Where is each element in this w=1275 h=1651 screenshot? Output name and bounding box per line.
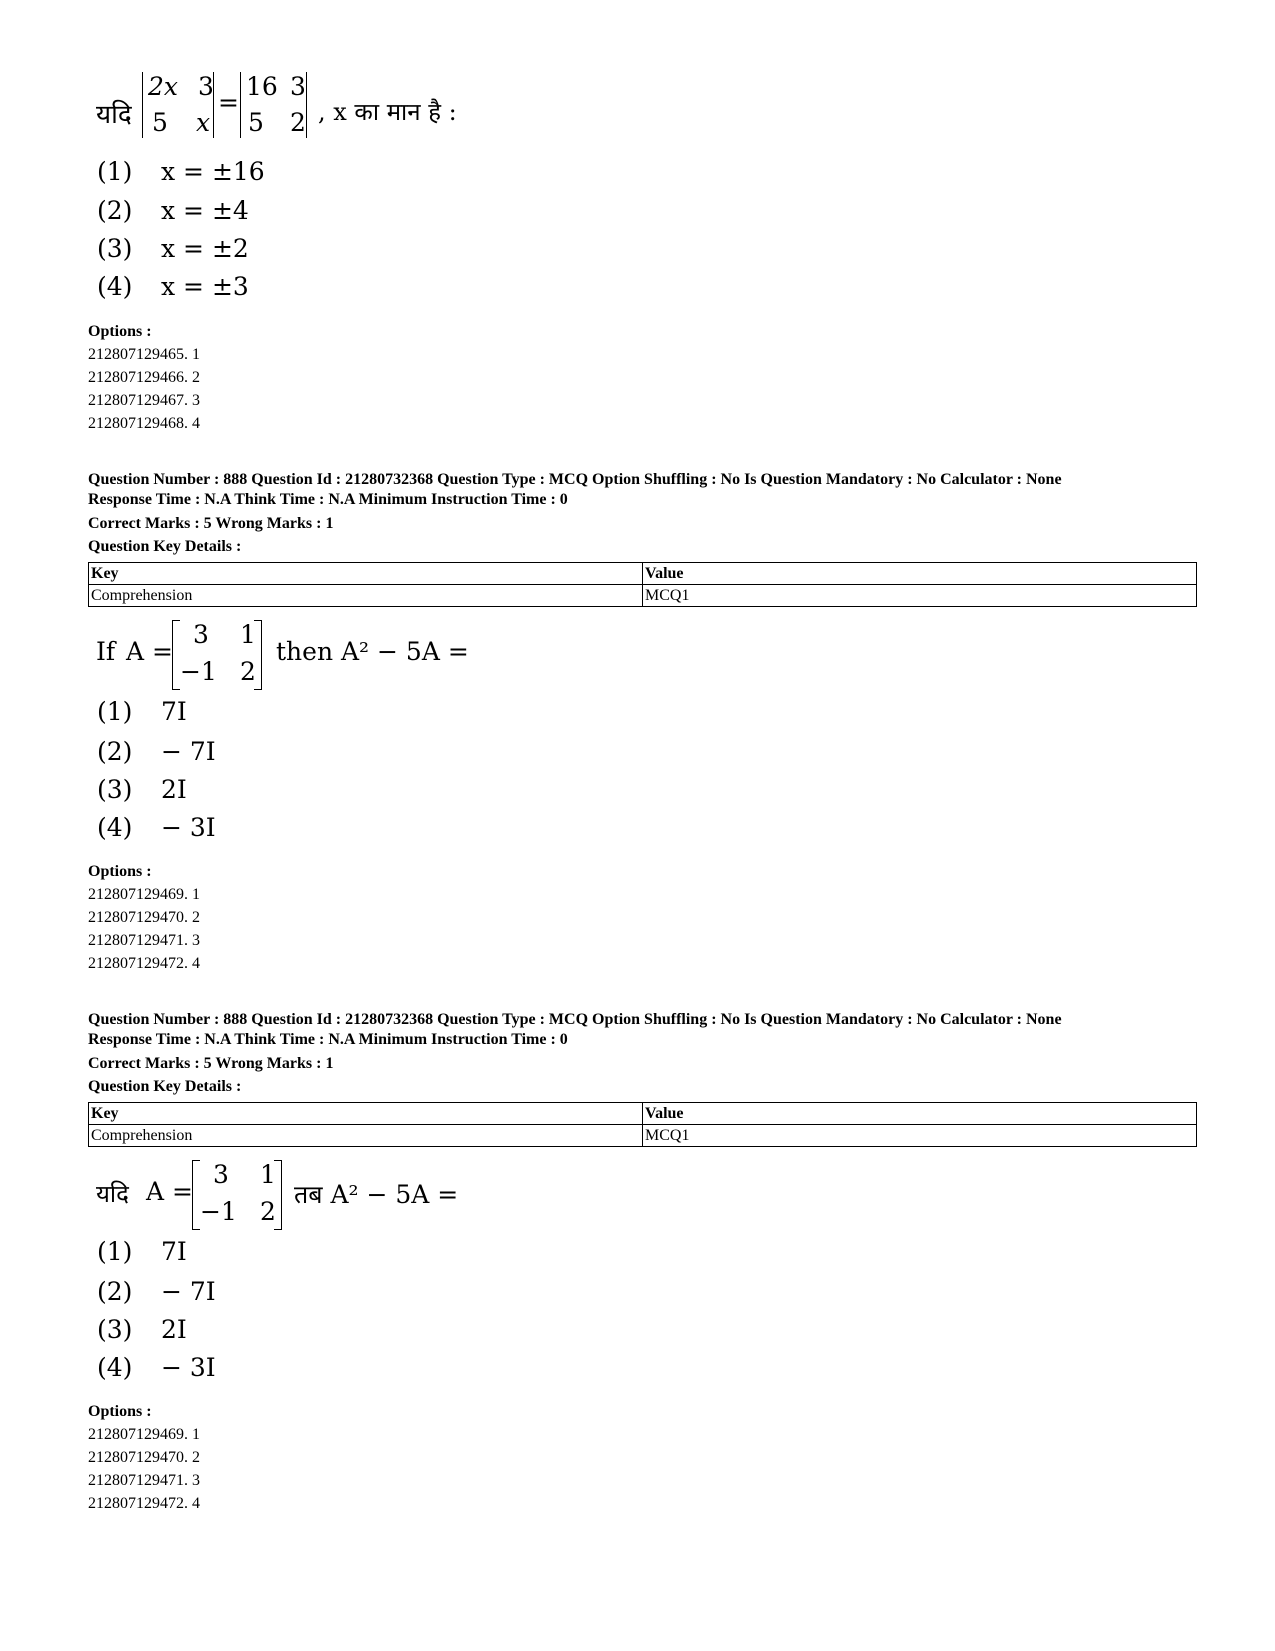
marks-line: Correct Marks : 5 Wrong Marks : 1 bbox=[88, 515, 334, 532]
value-cell: MCQ1 bbox=[643, 585, 1197, 607]
q1-det-right-bar-l bbox=[240, 72, 241, 138]
q3-matrix-a: 3 bbox=[213, 1160, 229, 1189]
choice-number: (1) bbox=[97, 157, 133, 186]
choice-value: x = ±3 bbox=[161, 272, 249, 301]
q3-options-block bbox=[88, 1400, 200, 1515]
q1-stem-prefix: यदि bbox=[96, 100, 132, 130]
choice-value: − 7I bbox=[161, 1277, 216, 1306]
choice-value: x = ±2 bbox=[161, 234, 249, 263]
q2-matrix-bracket-right bbox=[254, 620, 262, 690]
options-label: Options : bbox=[88, 323, 152, 340]
choice-number: (4) bbox=[97, 272, 133, 301]
choice-number: (1) bbox=[97, 1237, 133, 1266]
q1-det-left-bar-r bbox=[213, 72, 214, 138]
q2-key-table bbox=[88, 562, 1197, 607]
option-id: 212807129465. 1 bbox=[88, 346, 200, 363]
table-header-row bbox=[89, 1103, 1197, 1125]
choice-number: (1) bbox=[97, 697, 133, 726]
option-id: 212807129470. 2 bbox=[88, 1449, 200, 1466]
options-label: Options : bbox=[88, 863, 152, 880]
q1-det-left-b: 3 bbox=[198, 72, 214, 101]
q2-matrix-a: 3 bbox=[193, 620, 209, 649]
q2-matrix-bracket-left bbox=[172, 620, 180, 690]
q3-matrix-bracket-left bbox=[192, 1160, 200, 1230]
options-label: Options : bbox=[88, 1403, 152, 1420]
choice-value: x = ±4 bbox=[161, 196, 249, 225]
option-id: 212807129467. 3 bbox=[88, 392, 200, 409]
choice-value: 7I bbox=[161, 697, 187, 726]
choice-value: x = ±16 bbox=[161, 157, 265, 186]
q3-matrix-bracket-right bbox=[274, 1160, 282, 1230]
option-id: 212807129470. 2 bbox=[88, 909, 200, 926]
key-details-label: Question Key Details : bbox=[88, 1078, 242, 1095]
choice-number: (3) bbox=[97, 775, 133, 804]
option-id: 212807129472. 4 bbox=[88, 1495, 200, 1512]
q2-lhs: A = bbox=[126, 637, 173, 666]
option-id: 212807129469. 1 bbox=[88, 1426, 200, 1443]
option-id: 212807129472. 4 bbox=[88, 955, 200, 972]
choice-value: − 3I bbox=[161, 1353, 216, 1382]
q1-det-right-a: 16 bbox=[246, 72, 278, 101]
q1-equals: = bbox=[218, 88, 239, 117]
value-header: Value bbox=[643, 1103, 1197, 1125]
key-cell: Comprehension bbox=[89, 585, 643, 607]
q2-meta bbox=[88, 470, 1218, 558]
table-header-row bbox=[89, 563, 1197, 585]
option-id: 212807129471. 3 bbox=[88, 932, 200, 949]
q2-matrix-b: 1 bbox=[240, 620, 256, 649]
q3-key-table bbox=[88, 1102, 1197, 1147]
meta-line-1: Question Number : 888 Question Id : 21280732368 Question Type : MCQ Option Shuffling : No Is Question Mandatory : No Calculator : None bbox=[88, 1011, 1062, 1028]
meta-line-1: Question Number : 888 Question Id : 21280732368 Question Type : MCQ Option Shuffling : No Is Question Mandatory : No Calculator : None bbox=[88, 471, 1062, 488]
q1-stem-suffix: , x का मान है : bbox=[318, 98, 457, 126]
q1-det-right-d: 2 bbox=[290, 108, 306, 137]
q3-meta bbox=[88, 1010, 1218, 1098]
table-row bbox=[89, 585, 1197, 607]
q2-matrix-c: −1 bbox=[180, 657, 217, 686]
q1-det-right-bar-r bbox=[306, 72, 307, 138]
q1-det-left-a: 2x bbox=[148, 72, 179, 101]
marks-line: Correct Marks : 5 Wrong Marks : 1 bbox=[88, 1055, 334, 1072]
value-header: Value bbox=[643, 563, 1197, 585]
choice-value: 2I bbox=[161, 775, 187, 804]
choice-number: (4) bbox=[97, 1353, 133, 1382]
option-id: 212807129469. 1 bbox=[88, 886, 200, 903]
key-cell: Comprehension bbox=[89, 1125, 643, 1147]
option-id: 212807129468. 4 bbox=[88, 415, 200, 432]
meta-line-2: Response Time : N.A Think Time : N.A Minimum Instruction Time : 0 bbox=[88, 491, 568, 508]
option-id: 212807129466. 2 bbox=[88, 369, 200, 386]
q1-det-right-c: 5 bbox=[248, 108, 264, 137]
q1-det-left-c: 5 bbox=[152, 108, 168, 137]
key-header: Key bbox=[89, 1103, 643, 1125]
choice-number: (3) bbox=[97, 1315, 133, 1344]
choice-value: 7I bbox=[161, 1237, 187, 1266]
q2-stem-prefix: If bbox=[96, 637, 116, 666]
q1-options-block bbox=[88, 320, 200, 435]
option-id: 212807129471. 3 bbox=[88, 1472, 200, 1489]
q3-lhs: A = bbox=[146, 1177, 193, 1206]
choice-value: − 3I bbox=[161, 813, 216, 842]
q1-det-left-d: x bbox=[196, 108, 211, 137]
key-details-label: Question Key Details : bbox=[88, 538, 242, 555]
table-row bbox=[89, 1125, 1197, 1147]
q3-matrix-b: 1 bbox=[260, 1160, 276, 1189]
choice-number: (2) bbox=[97, 737, 133, 766]
q2-matrix-d: 2 bbox=[240, 657, 256, 686]
key-header: Key bbox=[89, 563, 643, 585]
choice-number: (2) bbox=[97, 1277, 133, 1306]
choice-value: 2I bbox=[161, 1315, 187, 1344]
choice-number: (2) bbox=[97, 196, 133, 225]
q3-stem-prefix: यदि bbox=[96, 1180, 129, 1208]
value-cell: MCQ1 bbox=[643, 1125, 1197, 1147]
choice-number: (4) bbox=[97, 813, 133, 842]
q3-matrix-c: −1 bbox=[200, 1197, 237, 1226]
q1-det-left-bar-l bbox=[142, 72, 143, 138]
q1-det-right-b: 3 bbox=[290, 72, 306, 101]
choice-value: − 7I bbox=[161, 737, 216, 766]
meta-line-2: Response Time : N.A Think Time : N.A Minimum Instruction Time : 0 bbox=[88, 1031, 568, 1048]
q3-matrix-d: 2 bbox=[260, 1197, 276, 1226]
q3-stem-suffix: तब A² − 5A = bbox=[294, 1180, 459, 1209]
q2-stem-suffix: then A² − 5A = bbox=[276, 637, 469, 666]
q2-options-block bbox=[88, 860, 200, 975]
choice-number: (3) bbox=[97, 234, 133, 263]
